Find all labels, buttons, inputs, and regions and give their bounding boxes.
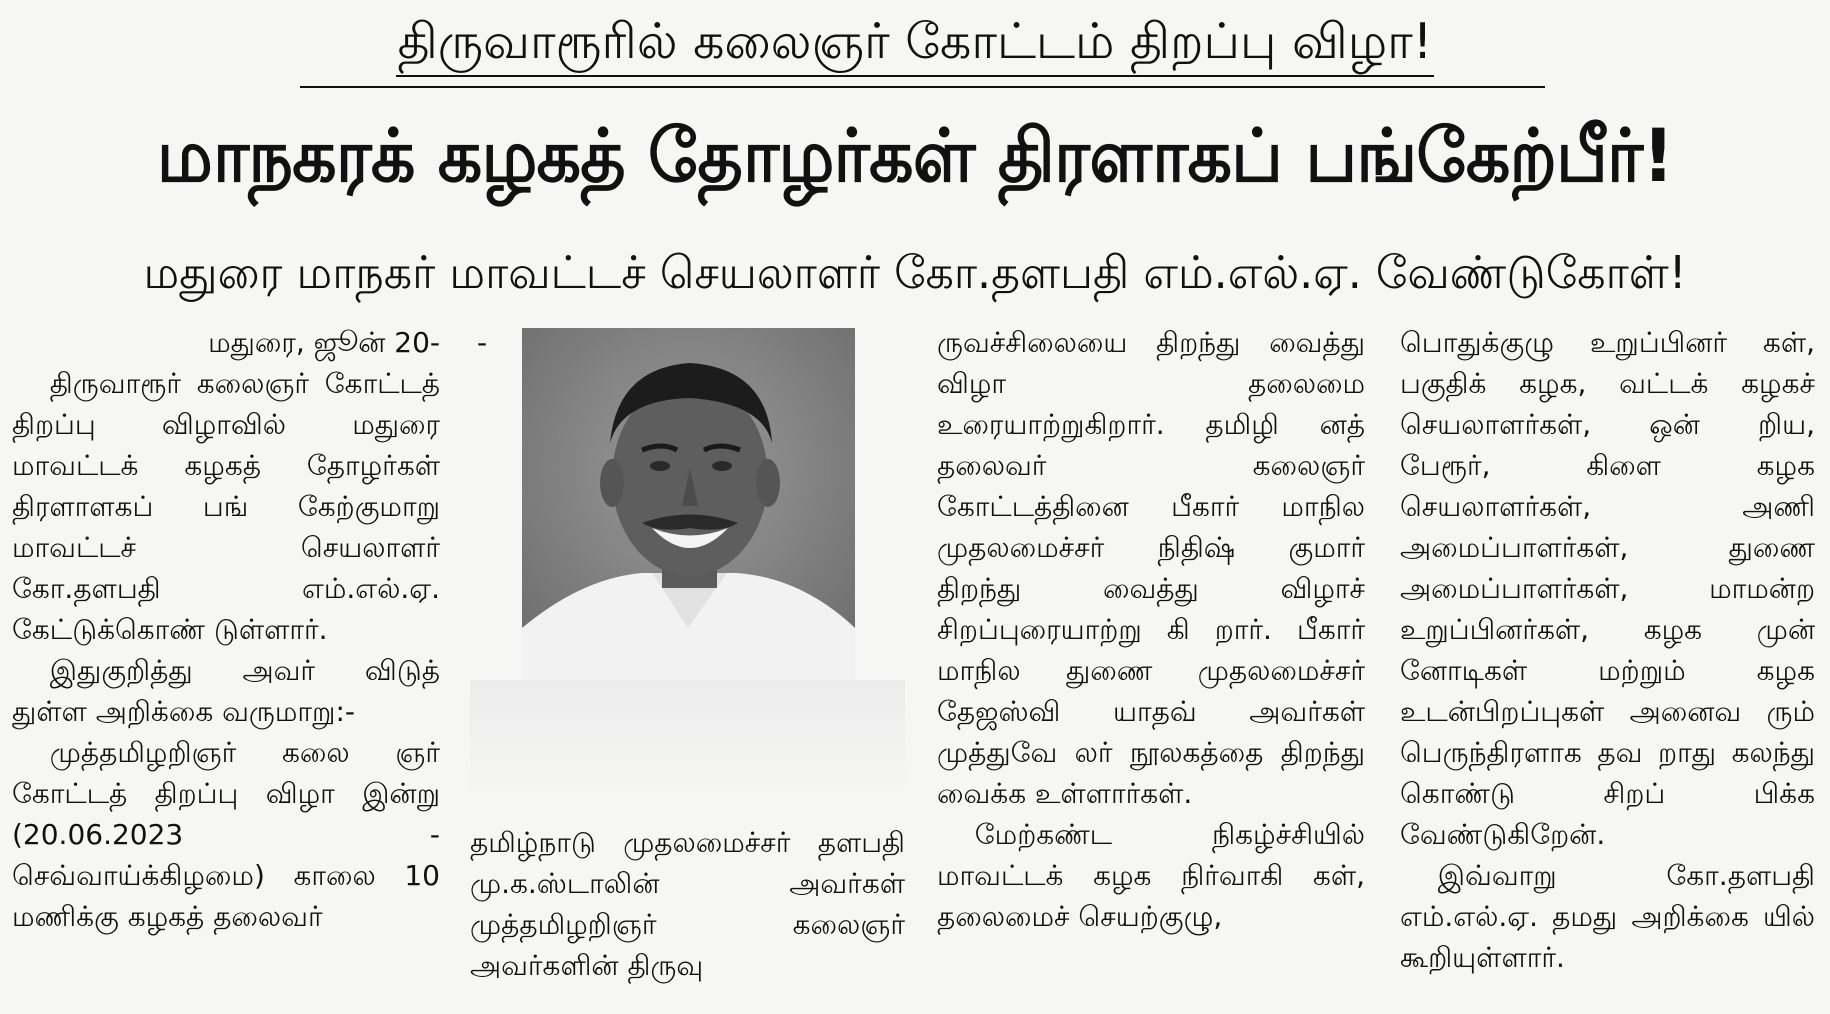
kicker-heading: [0, 10, 1830, 77]
sub-headline: மதுரை மாநகர் மாவட்டச் செயலாளர் கோ.தளபதி எம்.எல்.ஏ. வேண்டுகோள்!: [143, 246, 1687, 299]
paragraph: பொதுக்குழு உறுப்பினர் கள், பகுதிக் கழக, வட்டக் கழகச் செயலாளர்கள், ஒன் றிய, பேரூர், கிளை கழக செயலாளர்கள், அணி அமைப்பாளர்கள், துணை அமைப்பாளர்கள், மாமன்ற உறுப்பினர்கள், கழக முன் னோடிகள் மற்றும் கழக உடன்பிறப்புகள் அனைவ ரும் பெருந்திரளாக தவ றாது கலந்து கொண்டு சிறப் பிக்க வேண்டுகிறேன்.: [1400, 326, 1815, 851]
paragraph: இவ்வாறு கோ.தளபதி எம்.எல்.ஏ. தமது அறிக்கை யில் கூறியுள்ளார்.: [1400, 859, 1815, 974]
portrait-photo: [522, 328, 855, 680]
kicker-text: திருவாரூரில் கலைஞர் கோட்டம் திறப்பு விழா!: [396, 10, 1435, 77]
paragraph: ருவச்சிலையை திறந்து வைத்து விழா தலைமை உரையாற்றுகிறார். தமிழி னத் தலைவர் கலைஞர் கோட்டத்தினை பீகார் மாநில முதலமைச்சர் நிதிஷ் குமார் திறந்து வைத்து விழாச் சிறப்புரையாற்று கி றார். பீகார் மாநில துணை முதலமைச்சர் தேஜஸ்வி யாதவ் அவர்கள் முத்துவே லர் நூலகத்தை திறந்து வைக்க உள்ளார்கள்.: [937, 326, 1365, 810]
article-column-3: [937, 322, 1365, 937]
paragraph: தமிழ்நாடு முதலமைச்சர் தளபதி மு.க.ஸ்டாலின் அவர்கள் முத்தமிழறிஞர் கலைஞர் அவர்களின் திருவு: [470, 826, 905, 982]
column-dash: -: [477, 326, 488, 359]
article-column-4: [1400, 322, 1815, 978]
dateline: மதுரை, ஜூன் 20-: [208, 326, 440, 359]
main-headline: மாநகரக் கழகத் தோழர்கள் திரளாகப் பங்கேற்பீர்!: [156, 114, 1674, 199]
article-column-2: [470, 822, 905, 986]
article-column-1: [12, 322, 440, 937]
photo-fade: [470, 680, 905, 800]
paragraph: முத்தமிழறிஞர் கலை ஞர் கோட்டத் திறப்பு விழா இன்று (20.06.2023 - செவ்வாய்க்கிழமை) காலை 10 மணிக்கு கழகத் தலைவர்: [12, 736, 440, 933]
paragraph: மேற்கண்ட நிகழ்ச்சியில் மாவட்டக் கழக நிர்வாகி கள், தலைமைச் செயற்குழு,: [937, 818, 1365, 933]
paragraph: இதுகுறித்து அவர் விடுத் துள்ள அறிக்கை வருமாறு:-: [12, 654, 440, 728]
paragraph: திருவாரூர் கலைஞர் கோட்டத் திறப்பு விழாவில் மதுரை மாவட்டக் கழகத் தோழர்கள் திரளாளகப் பங் கேற்குமாறு மாவட்டச் செயலாளர் கோ.தளபதி எம்.எல்.ஏ. கேட்டுக்கொண் டுள்ளார்.: [12, 367, 440, 646]
portrait-illustration: [522, 328, 855, 680]
heading-divider: [300, 86, 1545, 88]
